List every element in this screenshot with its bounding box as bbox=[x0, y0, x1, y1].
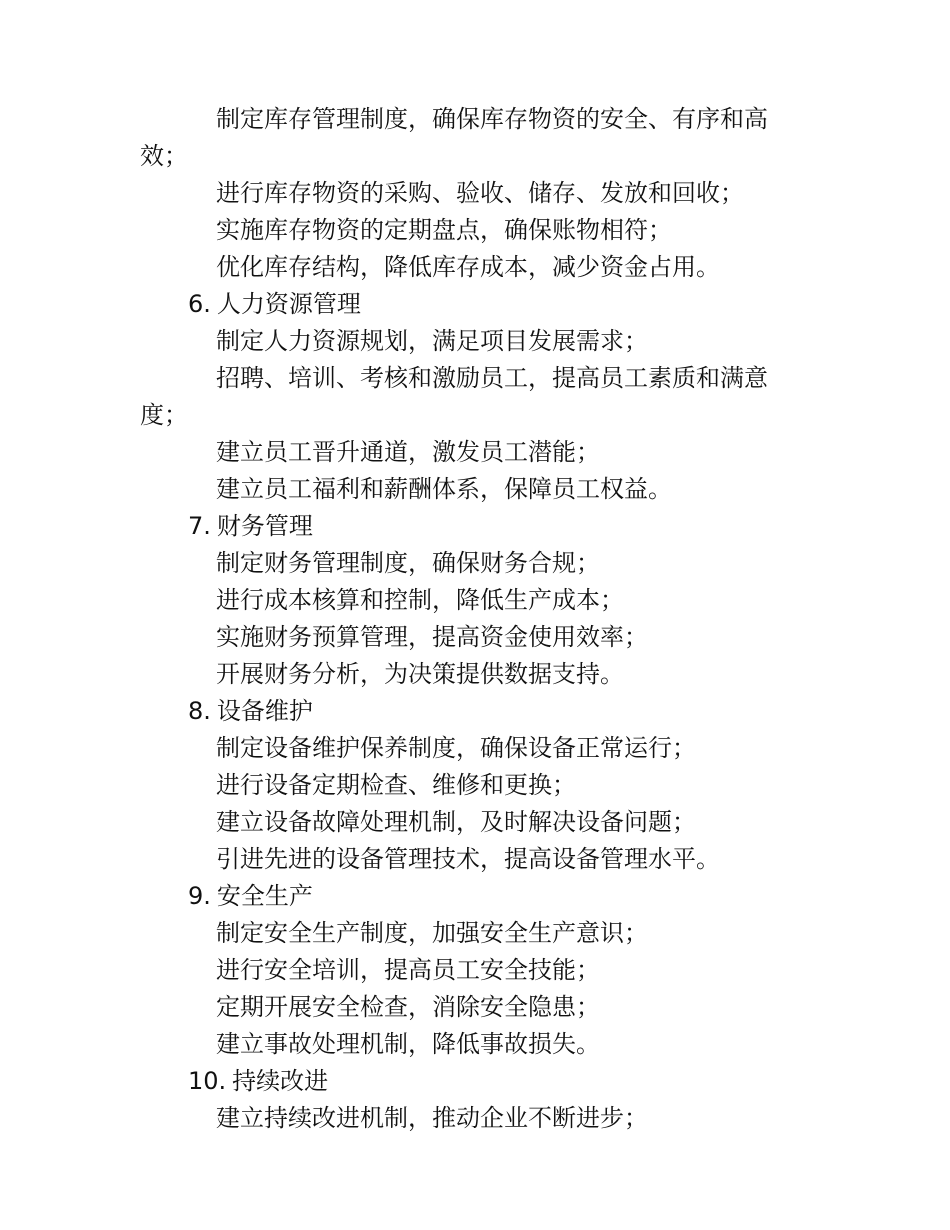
section-heading-improvement bbox=[140, 1063, 800, 1100]
section-item: 建立事故处理机制，降低事故损失。 bbox=[216, 1030, 600, 1058]
section-title: 持续改进 bbox=[232, 1067, 329, 1095]
section-title: 安全生产 bbox=[216, 882, 313, 910]
section-item: 进行成本核算和控制，降低生产成本； bbox=[216, 586, 624, 614]
section-item: 制定财务管理制度，确保财务合规； bbox=[216, 549, 600, 577]
section-item: 制定人力资源规划，满足项目发展需求； bbox=[216, 327, 648, 355]
section-item: 进行安全培训，提高员工安全技能； bbox=[216, 956, 600, 984]
section-item: 进行设备定期检查、维修和更换； bbox=[216, 771, 576, 799]
section-title: 设备维护 bbox=[216, 697, 313, 725]
section-item: 建立持续改进机制，推动企业不断进步； bbox=[216, 1104, 648, 1132]
inventory-item: 实施库存物资的定期盘点，确保账物相符； bbox=[216, 216, 672, 244]
section-heading-hr bbox=[140, 286, 800, 323]
section-number: 8. bbox=[188, 697, 211, 725]
section-number: 9. bbox=[188, 882, 211, 910]
section-item: 建立员工晋升通道，激发员工潜能； bbox=[216, 438, 600, 466]
section-item: 开展财务分析，为决策提供数据支持。 bbox=[216, 660, 624, 688]
inventory-item: 优化库存结构，降低库存成本，减少资金占用。 bbox=[216, 253, 720, 281]
inventory-item: 制定库存管理制度，确保库存物资的安全、有序和高效； bbox=[140, 105, 768, 170]
document-body bbox=[140, 101, 800, 1137]
section-number: 6. bbox=[188, 290, 211, 318]
section-number: 7. bbox=[188, 512, 211, 540]
section-title: 财务管理 bbox=[216, 512, 313, 540]
section-heading-finance bbox=[140, 508, 800, 545]
section-item: 实施财务预算管理，提高资金使用效率； bbox=[216, 623, 648, 651]
inventory-item: 进行库存物资的采购、验收、储存、发放和回收； bbox=[216, 179, 744, 207]
section-number: 10. bbox=[188, 1067, 227, 1095]
section-heading-equipment bbox=[140, 693, 800, 730]
section-heading-safety bbox=[140, 878, 800, 915]
section-item: 制定设备维护保养制度，确保设备正常运行； bbox=[216, 734, 696, 762]
section-item: 制定安全生产制度，加强安全生产意识； bbox=[216, 919, 648, 947]
section-item: 建立员工福利和薪酬体系，保障员工权益。 bbox=[216, 475, 672, 503]
section-item: 建立设备故障处理机制，及时解决设备问题； bbox=[216, 808, 696, 836]
section-title: 人力资源管理 bbox=[216, 290, 361, 318]
section-item: 招聘、培训、考核和激励员工，提高员工素质和满意度； bbox=[140, 364, 768, 429]
section-item: 定期开展安全检查，消除安全隐患； bbox=[216, 993, 600, 1021]
section-item: 引进先进的设备管理技术，提高设备管理水平。 bbox=[216, 845, 720, 873]
